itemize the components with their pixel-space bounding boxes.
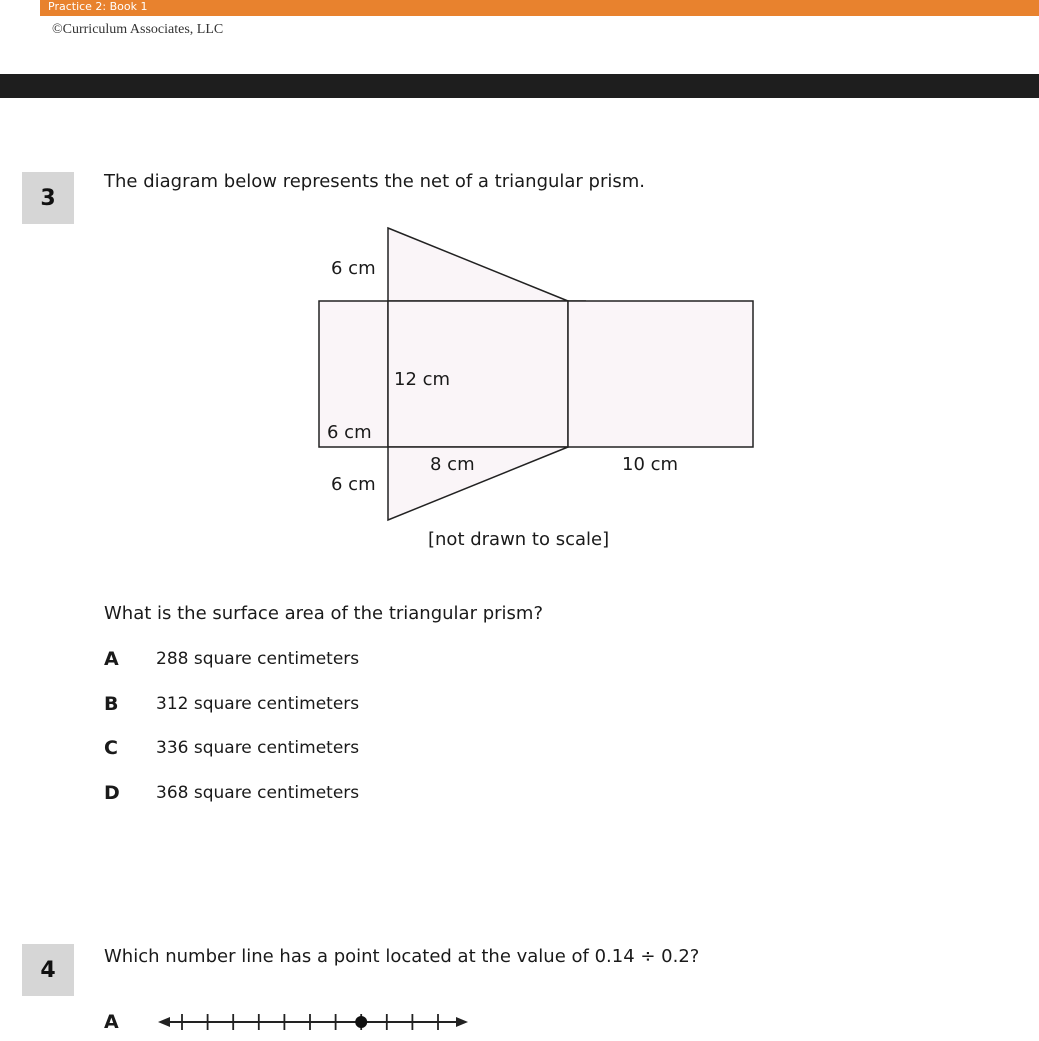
- option-a[interactable]: [104, 647, 359, 671]
- scale-note: [not drawn to scale]: [428, 529, 610, 550]
- option-letter: B: [104, 693, 119, 715]
- label-8cm: 8 cm: [430, 454, 475, 475]
- q4-option-a[interactable]: [104, 1010, 156, 1034]
- option-text: 336 square centimeters: [156, 738, 360, 758]
- option-letter: C: [104, 737, 118, 759]
- book-label: Practice 2: Book 1: [48, 0, 148, 13]
- label-top-left-6cm: 6 cm: [331, 258, 376, 279]
- option-text: 312 square centimeters: [156, 694, 360, 714]
- option-letter: A: [104, 648, 119, 670]
- plotted-point: [355, 1016, 367, 1028]
- label-left-6cm: 6 cm: [327, 422, 372, 443]
- prism-net-diagram: [300, 220, 770, 560]
- option-text: 288 square centimeters: [156, 649, 360, 669]
- option-letter: A: [104, 1011, 119, 1033]
- header-bar: [40, 0, 1039, 16]
- option-b[interactable]: [104, 692, 359, 716]
- label-12cm: 12 cm: [394, 369, 451, 390]
- option-text: 368 square centimeters: [156, 783, 360, 803]
- question-number-4: 4: [22, 944, 74, 996]
- number-line-a: [150, 1006, 480, 1038]
- option-c[interactable]: [104, 736, 359, 760]
- net-top-triangle: [388, 228, 568, 301]
- net-bottom-triangle: [388, 447, 568, 520]
- label-bottom-6cm: 6 cm: [331, 474, 376, 495]
- arrow-right: [456, 1017, 468, 1027]
- arrow-left: [158, 1017, 170, 1027]
- option-d[interactable]: [104, 781, 359, 805]
- divider-band: [0, 74, 1039, 98]
- question-number-3: 3: [22, 172, 74, 224]
- option-letter: D: [104, 782, 120, 804]
- question-4-stem: Which number line has a point located at the value of 0.14 ÷ 0.2?: [104, 946, 700, 967]
- label-10cm: 10 cm: [622, 454, 679, 475]
- question-3-stem: The diagram below represents the net of a triangular prism.: [104, 171, 646, 192]
- net-right-rectangle: [568, 301, 753, 447]
- copyright: ©Curriculum Associates, LLC: [52, 22, 224, 37]
- question-3-prompt: What is the surface area of the triangular prism?: [104, 603, 543, 624]
